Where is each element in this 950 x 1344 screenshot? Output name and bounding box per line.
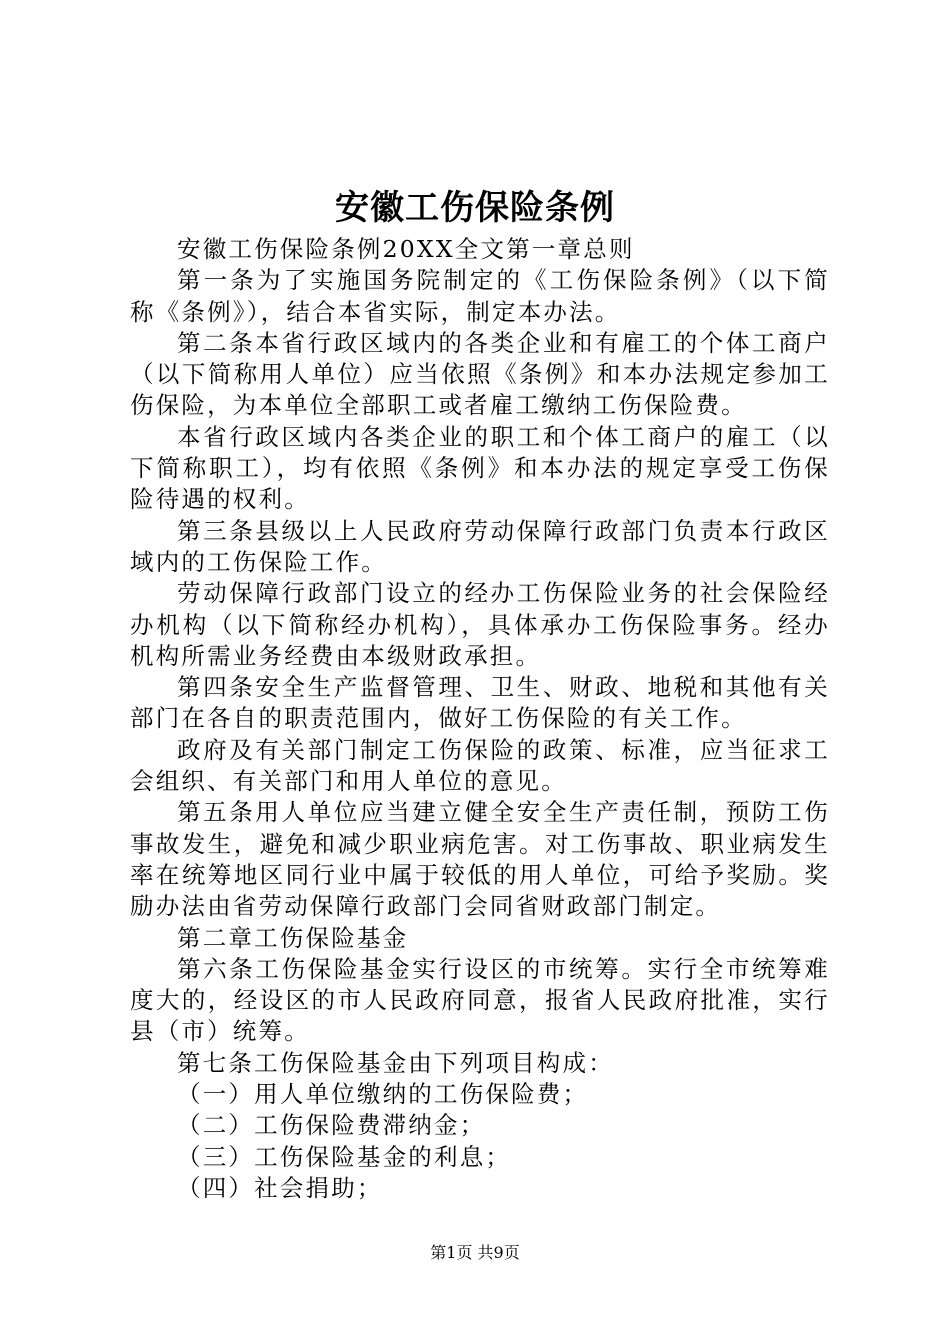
paragraph: 第七条工伤保险基金由下列项目构成： bbox=[177, 1048, 614, 1077]
paragraph: 第一条为了实施国务院制定的《工伤保险条例》（以下简称《条例》），结合本省实际，制定本办法。 bbox=[130, 266, 830, 326]
page-footer bbox=[0, 1241, 950, 1265]
document-title: 安徽工伤保险条例 bbox=[335, 188, 615, 228]
list-item: （四）社会捐助； bbox=[177, 1173, 383, 1202]
paragraph: 安徽工伤保险条例20XX全文第一章总则 bbox=[177, 235, 635, 263]
paragraph: 政府及有关部门制定工伤保险的政策、标准，应当征求工会组织、有关部门和用人单位的意见。 bbox=[130, 735, 830, 796]
paragraph: 本省行政区域内各类企业的职工和个体工商户的雇工（以下简称职工），均有依照《条例》和本办法的规定享受工伤保险待遇的权利。 bbox=[130, 422, 830, 514]
paragraph: 第二条本省行政区域内的各类企业和有雇工的个体工商户（以下简称用人单位）应当依照《条例》和本办法规定参加工伤保险，为本单位全部职工或者雇工缴纳工伤保险费。 bbox=[130, 328, 830, 420]
chapter-heading: 第二章工伤保险基金 bbox=[177, 923, 409, 952]
paragraph: 第五条用人单位应当建立健全安全生产责任制，预防工伤事故发生，避免和减少职业病危害。对工伤事故、职业病发生率在统筹地区同行业中属于较低的用人单位，可给予奖励。奖励办法由省劳动保障行政部门会同省财政部门制定。 bbox=[130, 798, 830, 921]
page-number: 第1页 bbox=[430, 1243, 473, 1262]
paragraph: 劳动保障行政部门设立的经办工伤保险业务的社会保险经办机构（以下简称经办机构），具体承办工伤保险事务。经办机构所需业务经费由本级财政承担。 bbox=[130, 579, 830, 670]
paragraph: 第三条县级以上人民政府劳动保障行政部门负责本行政区域内的工伤保险工作。 bbox=[130, 516, 830, 576]
page-total: 共9页 bbox=[477, 1243, 520, 1262]
paragraph: 第六条工伤保险基金实行设区的市统筹。实行全市统筹难度大的，经设区的市人民政府同意，报省人民政府批准，实行县（市）统筹。 bbox=[130, 954, 830, 1046]
list-item: （二）工伤保险费滞纳金； bbox=[177, 1111, 486, 1140]
list-item: （一）用人单位缴纳的工伤保险费； bbox=[177, 1080, 589, 1109]
paragraph: 第四条安全生产监督管理、卫生、财政、地税和其他有关部门在各自的职责范围内，做好工伤保险的有关工作。 bbox=[130, 673, 830, 733]
document-body bbox=[130, 234, 830, 1204]
list-item: （三）工伤保险基金的利息； bbox=[177, 1142, 512, 1171]
